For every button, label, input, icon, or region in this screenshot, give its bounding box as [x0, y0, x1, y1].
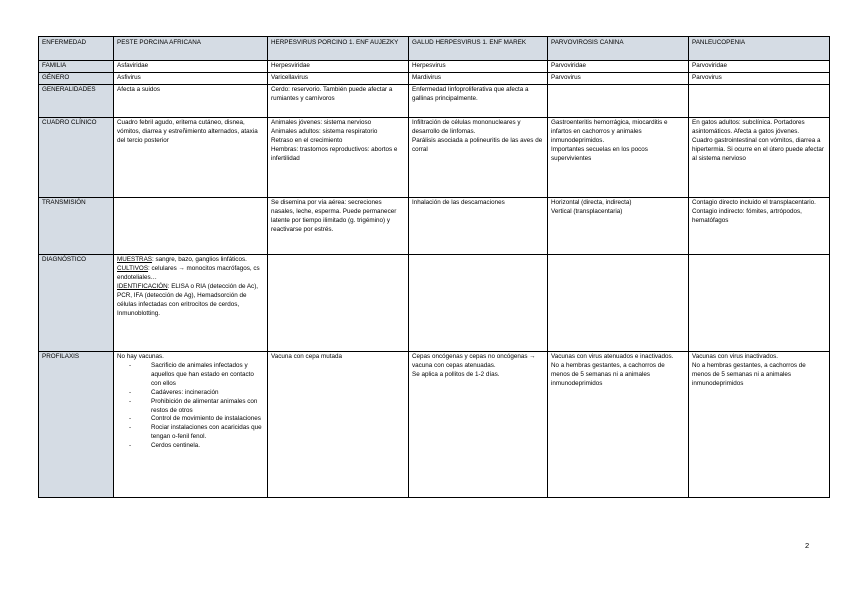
table-cell [409, 197, 548, 254]
table-cell: Parvovirus [548, 72, 689, 84]
row-label: FAMILIA [39, 61, 114, 73]
row-generalidades [39, 84, 830, 117]
header-cell: PANLEUCOPENIA [689, 37, 830, 61]
table-cell [689, 351, 830, 497]
table-cell [268, 117, 409, 197]
diagnostico-item [117, 283, 264, 319]
header-cell: PESTE PORCINA AFRICANA [114, 37, 268, 61]
cell-line: Animales adultos: sistema respiratorio [271, 127, 378, 135]
cell-line: Infiltración de células mononucleares y desarrollo de linfomas. [412, 118, 521, 135]
cell-line: Gastroenteritis hemorrágica, miocarditis e infartos en cachorros y animales inmunodeprimidos. [551, 118, 668, 144]
cell-line: Cepas oncógenas y cepas no oncógenas → vacuna con cepas atenuadas. [412, 352, 536, 369]
table-cell [548, 254, 689, 351]
item-label: IDENTIFICACIÓN [117, 282, 168, 290]
row-diagnostico [39, 254, 830, 351]
table-cell: Herpesviridae [268, 61, 409, 73]
cell-line: Hembras: trastornos reproductivos: abortos e infertilidad [271, 145, 398, 162]
page-number: 2 [805, 541, 810, 550]
table-cell: Enfermedad linfoproliferativa que afecta a gallinas principalmente. [409, 84, 548, 117]
row-transmision [39, 197, 830, 254]
table-cell [268, 197, 409, 254]
list-item: - Sacrificio de animales infectados y aquellos que han estado en contacto con ellos [129, 362, 264, 389]
cell-line: Vacunas con virus inactivados. [692, 352, 778, 360]
list-item: - Prohibición de alimentar animales con restos de otros [129, 398, 264, 416]
header-row [39, 37, 830, 61]
table-cell: Afecta a suidos [114, 84, 268, 117]
table-cell: Varicellavirus [268, 72, 409, 84]
cell-line: Contagio indirecto: fómites, artrópodos, hematófagos [692, 207, 802, 224]
profilaxis-list [117, 362, 264, 451]
table-cell: Parvoviridae [689, 61, 830, 73]
table-cell: Herpesvirus [409, 61, 548, 73]
table-cell [409, 117, 548, 197]
table-cell [689, 84, 830, 117]
row-familia [39, 61, 830, 73]
cell-line: Vacuna con cepa mutada [271, 352, 342, 360]
list-item: - Rociar instalaciones con acaricidas que tengan o-fenil fenol. [129, 424, 264, 442]
table-cell [268, 254, 409, 351]
row-label: DIAGNÓSTICO [39, 254, 114, 351]
row-profilaxis [39, 351, 830, 497]
item-label: MUESTRAS [117, 255, 152, 263]
diagnostico-cell [114, 254, 268, 351]
table-cell [268, 351, 409, 497]
item-label: CULTIVOS [117, 264, 149, 272]
cell-line: Animales jóvenes: sistema nervioso [271, 118, 372, 126]
diagnostico-item [117, 265, 264, 283]
cell-line: En gatos adultos: subclínica. Portadores asintomáticos. Afecta a gatos jóvenes. [692, 118, 805, 135]
row-label: CUADRO CLÍNICO [39, 117, 114, 197]
item-text: : sangre, bazo, ganglios linfáticos. [152, 255, 247, 263]
list-item: - Control de movimiento de instalaciones [129, 415, 264, 424]
list-item: - Cadáveres: incineración [129, 389, 264, 398]
row-label: TRANSMISIÓN [39, 197, 114, 254]
table-cell [689, 117, 830, 197]
table-cell [548, 197, 689, 254]
cell-line: Vacunas con virus atenuados e inactivados. [551, 352, 674, 360]
table-cell: Asfivirus [114, 72, 268, 84]
diagnostico-item [117, 256, 264, 265]
cell-line: Vertical (transplacentaria) [551, 207, 623, 215]
table-cell [114, 197, 268, 254]
cell-line: Cuadro gastrointestinal con vómitos, diarrea a hipertermia. Si ocurre en el útero puede afectar al sistema nervioso [692, 136, 824, 162]
table-cell: Asfaviridae [114, 61, 268, 73]
header-cell: HERPESVIRUS PORCINO 1. ENF AUJEZKY [268, 37, 409, 61]
item-text: : ELISA o RIA (detección de Ac), PCR, IFA (detección de Ag), Hemadsorción de células infectadas con eritrocitos de cerdos, Inmunoblotting. [117, 282, 259, 317]
table-cell [409, 254, 548, 351]
row-label: PROFILAXIS [39, 351, 114, 497]
cell-line: Contagio directo incluido el transplacentario. [692, 198, 816, 206]
table-cell [114, 117, 268, 197]
header-cell: ENFERMEDAD [39, 37, 114, 61]
table-cell [548, 84, 689, 117]
table-cell: Parvoviridae [548, 61, 689, 73]
header-cell: GALUD HERPESVIRUS 1. ENF MAREK [409, 37, 548, 61]
header-cell: PARVOVIROSIS CANINA [548, 37, 689, 61]
table-cell: Cerdo: reservorio. También puede afectar a rumiantes y carnívoros [268, 84, 409, 117]
cell-line: Parálisis asociada a polineuritis de las aves de corral [412, 136, 543, 153]
disease-table [38, 36, 830, 498]
list-item: - Cerdos centinela. [129, 442, 264, 451]
table-cell [689, 197, 830, 254]
cell-line: Se disemina por vía aérea: secreciones nasales, leche, esperma. Puede permanecer latente por tiempo ilimitado (g. trigémino) y reactivarse por estrés. [271, 198, 397, 233]
row-genero [39, 72, 830, 84]
cell-line: Horizontal (directa, indirecta) [551, 198, 632, 206]
cell-line: No a hembras gestantes, a cachorros de menos de 5 semanas ni a animales inmunodeprimidos [551, 361, 665, 387]
table-cell [548, 117, 689, 197]
cell-line: No a hembras gestantes, a cachorros de menos de 5 semanas ni a animales inmunodeprimidos [692, 361, 806, 387]
table-cell [409, 351, 548, 497]
profilaxis-cell [114, 351, 268, 497]
row-label: GÉNERO [39, 72, 114, 84]
table-cell: Parvovirus [689, 72, 830, 84]
item-text: : celulares → monocitos macrófagos, cs endoteliales… [117, 264, 260, 281]
cell-line: Cuadro febril agudo, eritema cutáneo, disnea, vómitos, diarrea y estreñimiento alternados, ataxia del tercio posterior [117, 118, 258, 144]
row-label: GENERALIDADES [39, 84, 114, 117]
table-cell: Mardivirus [409, 72, 548, 84]
table-cell [689, 254, 830, 351]
cell-line: Importantes secuelas en los pocos supervivientes [551, 145, 648, 162]
cell-line: Inhalación de las descamaciones [412, 198, 505, 206]
cell-line: Retraso en el crecimiento [271, 136, 343, 144]
row-cuadro-clinico [39, 117, 830, 197]
table-cell [548, 351, 689, 497]
profilaxis-intro: No hay vacunas. [117, 352, 164, 360]
cell-line: Se aplica a pollitos de 1-2 días. [412, 370, 500, 378]
